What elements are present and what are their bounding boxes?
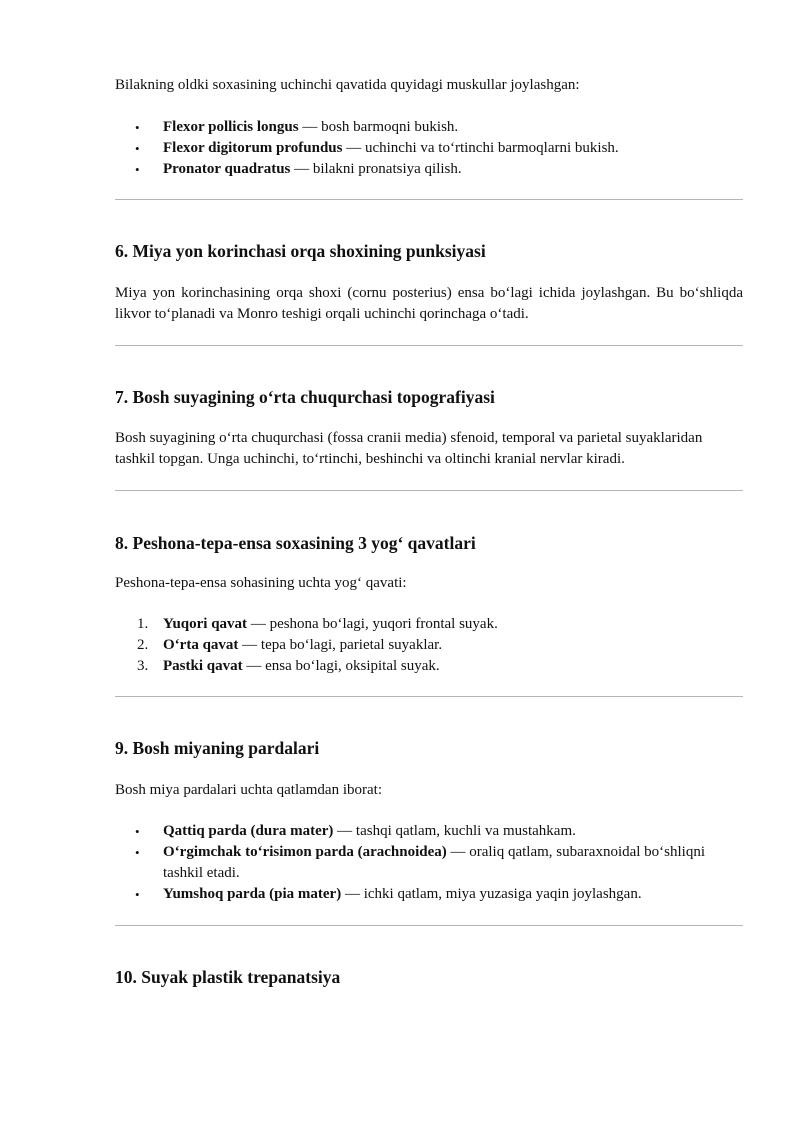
list-item-desc: — ensa bo‘lagi, oksipital suyak. <box>242 658 440 674</box>
list-item-term: Flexor digitorum profundus <box>163 140 343 156</box>
section8-title: 8. Peshona-tepa-ensa soxasining 3 yog‘ qavatlari <box>115 533 476 553</box>
bullet-icon: • <box>135 120 140 135</box>
section9-list <box>115 821 743 905</box>
section6-title: 6. Miya yon korinchasi orqa shoxining punksiyasi <box>115 241 486 261</box>
section9-intro: Bosh miya pardalari uchta qatlamdan iborat: <box>115 782 382 798</box>
list-item-term: Pronator quadratus <box>163 161 291 177</box>
list-item-desc: — ichki qatlam, miya yuzasiga yaqin joylashgan. <box>341 886 642 902</box>
section5-intro: Bilakning oldki soxasining uchinchi qavatida quyidagi muskullar joylashgan: <box>115 77 580 93</box>
section-divider <box>115 696 743 697</box>
list-item-term: Flexor pollicis longus <box>163 119 299 135</box>
list-item-desc: — bosh barmoqni bukish. <box>298 119 459 135</box>
list-item <box>115 842 743 884</box>
list-item <box>115 821 743 842</box>
section7-text: Bosh suyagining o‘rta chuqurchasi (fossa cranii media) sfenoid, temporal va parietal suyaklaridan tashkil topgan. Unga uchinchi, to‘rtinchi, beshinchi va oltinchi kranial nervlar kiradi. <box>115 430 703 467</box>
section8-intro: Peshona-tepa-ensa sohasining uchta yog‘ qavati: <box>115 575 407 591</box>
list-item-term: Yuqori qavat <box>163 616 248 632</box>
section-divider <box>115 490 743 491</box>
list-item-desc: — peshona bo‘lagi, yuqori frontal suyak. <box>247 616 498 632</box>
list-item <box>115 138 743 159</box>
section10-title: 10. Suyak plastik trepanatsiya <box>115 967 341 987</box>
list-item <box>115 614 743 635</box>
bullet-icon: • <box>135 887 140 902</box>
section-divider <box>115 345 743 346</box>
list-item <box>115 635 743 656</box>
list-item-desc: — oraliq qatlam, subaraxnoidal bo‘shliqni tashkil etadi. <box>163 844 706 881</box>
bullet-icon: • <box>135 845 140 860</box>
bullet-icon: • <box>135 141 140 156</box>
list-item <box>115 656 743 677</box>
bullet-icon: • <box>135 824 140 839</box>
list-item-term: O‘rgimchak to‘risimon parda (arachnoidea) <box>163 844 447 860</box>
list-number: 3. <box>137 658 149 674</box>
section-divider <box>115 925 743 926</box>
list-item-desc: — uchinchi va to‘rtinchi barmoqlarni bukish. <box>342 140 619 156</box>
list-item-desc: — bilakni pronatsiya qilish. <box>290 161 462 177</box>
section-divider <box>115 199 743 200</box>
section8-list <box>115 614 743 677</box>
list-item-desc: — tepa bo‘lagi, parietal suyaklar. <box>238 637 443 653</box>
list-item-term: Pastki qavat <box>163 658 243 674</box>
list-number: 2. <box>137 637 149 653</box>
section9-title: 9. Bosh miyaning pardalari <box>115 738 320 758</box>
list-number: 1. <box>137 616 149 632</box>
bullet-icon: • <box>135 162 140 177</box>
list-item-desc: — tashqi qatlam, kuchli va mustahkam. <box>333 823 576 839</box>
section5-list <box>115 117 743 180</box>
list-item <box>115 159 743 180</box>
list-item <box>115 117 743 138</box>
section7-title: 7. Bosh suyagining o‘rta chuqurchasi topografiyasi <box>115 387 495 407</box>
list-item <box>115 884 743 905</box>
section6-text: Miya yon korinchasining orqa shoxi (cornu posterius) ensa bo‘lagi ichida joylashgan. Bu bo‘shliqda likvor to‘planadi va Monro teshigi orqali uchinchi qorinchaga o‘tadi. <box>115 285 743 322</box>
list-item-term: Yumshoq parda (pia mater) <box>163 886 342 902</box>
list-item-term: Qattiq parda (dura mater) <box>163 823 334 839</box>
list-item-term: O‘rta qavat <box>163 637 239 653</box>
